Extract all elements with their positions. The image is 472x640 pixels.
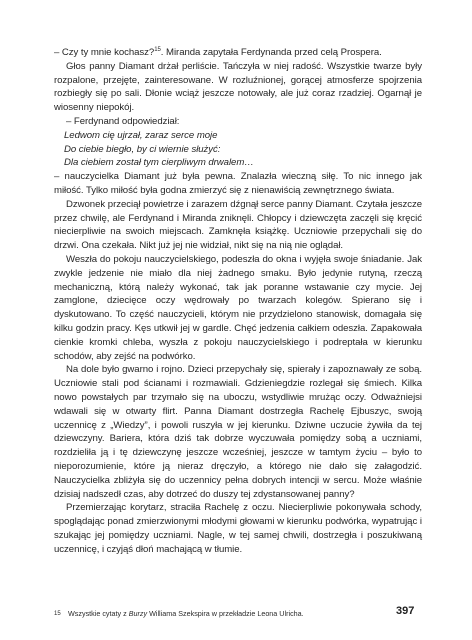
footnote-title: Burzy: [128, 609, 148, 618]
body-text: [54, 46, 422, 556]
verse-line-1: Ledwom cię ujrzał, zaraz serce moje: [64, 129, 218, 141]
page-number: 397: [396, 605, 415, 617]
paragraph-2: – Ferdynand odpowiedział:: [66, 115, 180, 127]
paragraph-0: [54, 46, 422, 60]
footnote-text-after: Williama Szekspira w przekładzie Leona Ulricha.: [147, 609, 304, 618]
dialogue-start: – Czy ty mnie kochasz?: [54, 47, 155, 58]
dialogue-rest: . Miranda zapytała Ferdynanda przed celą Prospera.: [160, 47, 382, 58]
paragraph-1: Głos panny Diamant drżał perliście. Tańczyła w niej radość. Wszystkie twarze były rozpalone, przejęte, zainteresowane. W rozluźnionej, gorącej atmosferze spojrzenia rozbiegły się po sali. Dłonie wciąż jeszcze notowały, ale już coraz rzadziej. Ogarnął je wiosenny niepokój.: [54, 60, 422, 114]
paragraph-7: Dzwonek przeciął powietrze i zarazem dźgnął serce panny Diamant. Czytała jeszcze przez chwilę, ale Ferdynand i Miranda zniknęli. Chłopcy i dziewczęta zaczęli się kręcić niecierpliwie na swoich miejscach. Zamknęła książkę. Uczniowie przepychali się do drzwi. Ona czekała. Nikt już jej nie widział, nikt się na nią nie oglądał.: [54, 198, 422, 252]
paragraph-6: – nauczycielka Diamant już była pewna. Znalazła wieczną siłę. To nic innego jak miłość. Tylko miłość była godna zmierzyć się z nienawiścią zewnętrznego świata.: [54, 171, 422, 196]
verse-line-3: Dla ciebiem został tym cierpliwym drwalem…: [64, 157, 254, 169]
footnote-text-before: Wszystkie cytaty z: [68, 609, 129, 618]
paragraph-9: Na dole było gwarno i rojno. Dzieci przepychały się, spierały i zapoznawały ze sobą. Uczniowie stali pod ścianami i rozmawiali. Gdzieniegdzie rozlegał się śmiech. Kilka nowo powstałych par trzymało się na uboczu, wstydliwie mrużąc oczy. Odważniejsi wdawali się w otwarty flirt. Panna Diamant dostrzegła Rachelę Ejbuszyc, swoją uczennicę z „Wiedzy”, i powoli ruszyła w jej kierunku. Dziwne uczucie żywiła da tej dziewczyny. Bariera, która dziś tak dobrze wyczuwała pomiędzy sobą a uczniami, rozdzieliła ją i tę dziewczynę jeszcze wcześniej, jeszcze w tamtym życiu – było to nieporozumienie, które ją nieraz dręczyło, a którego nie dało się załagodzić. Nauczycielka zbliżyła się do uczennicy pełna dobrych intencji w sercu. Może właśnie dzisiaj nadszedł czas, aby dotrzeć do duszy tej zdystansowanej panny?: [54, 364, 422, 500]
footnote: [54, 609, 384, 619]
paragraph-8: Weszła do pokoju nauczycielskiego, podeszła do okna i wyjęła swoje śniadanie. Jak zwykle jedzenie nie miało dla niej żadnego smaku. Było jedynie rutyną, rzeczą mechaniczną, którą należy wykonać, tak jak poranne wstawanie czy mycie. Jej zamglone, dziecięce oczy wędrowały po twarzach kolegów. Spierano się i dyskutowano. To część nauczycieli, którym nie przydzielono stanowisk, domagała się kilku godzin pracy. Kęs utkwił jej w gardle. Chęć jedzenia całkiem odeszła. Zapakowała cienkie kromki chleba, wyszła z pokoju nauczycielskiego i podreptała w kierunku schodów, aby zejść na podwórko.: [54, 253, 422, 362]
verse-line-2: Do ciebie biegło, by ci wiernie służyć:: [64, 143, 221, 155]
footnote-reference[interactable]: 15: [154, 46, 161, 53]
paragraph-10: Przemierzając korytarz, straciła Rachelę z oczu. Niecierpliwie pokonywała schody, spoglądając ponad zmierzwionymi młodymi głowami w kierunku podwórka, wypatrując i szukając jej pomiędzy uczniami. Nagle, w tej samej chwili, dostrzegła i poszukiwaną uczennicę, i czyjąś dłoń machającą w tłumie.: [54, 502, 422, 555]
footnote-number: 15: [54, 611, 61, 617]
